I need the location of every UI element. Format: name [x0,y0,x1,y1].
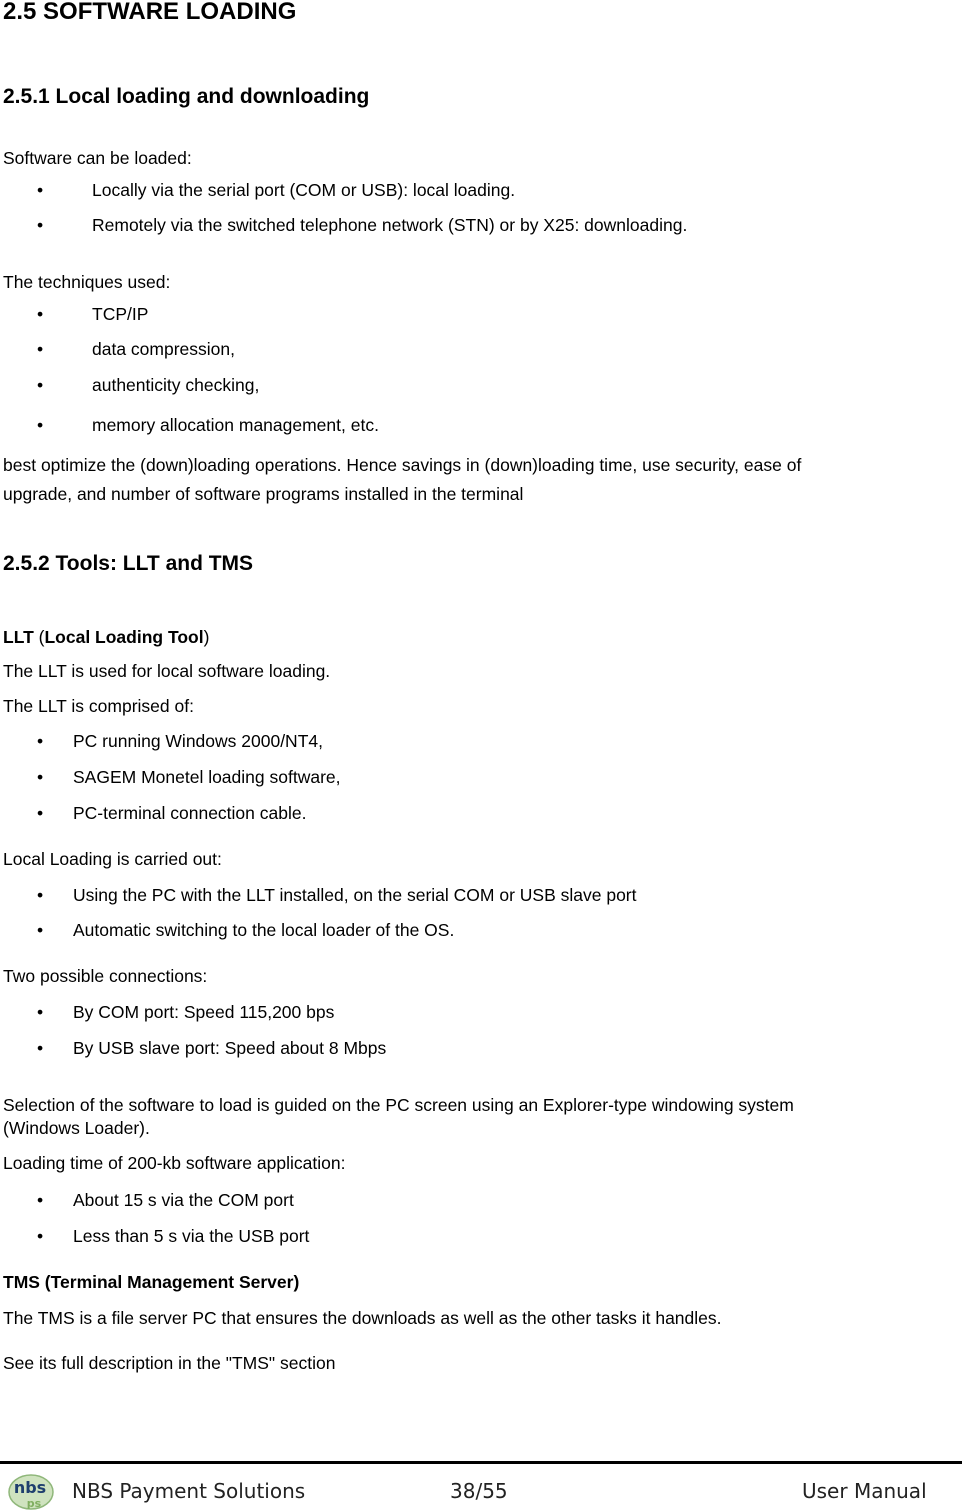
list-item: TCP/IP [92,304,149,324]
llt-full: Local Loading Tool [44,627,204,647]
list-item: Automatic switching to the local loader of the OS. [73,920,455,940]
bullet-icon: • [37,1002,44,1022]
list-item: memory allocation management, etc. [92,415,379,435]
bullet-icon: • [37,767,44,787]
list-item: Locally via the serial port (COM or USB): local loading. [92,180,516,200]
llt-heading [3,627,209,648]
list-item: authenticity checking, [92,375,260,395]
llt-comprised: The LLT is comprised of: [3,696,194,716]
bullet-icon: • [37,885,44,905]
bullet-icon: • [37,415,44,435]
nbs-logo-icon [4,1470,56,1510]
subsection-title-tools: 2.5.2 Tools: LLT and TMS [3,552,254,575]
list-item: About 15 s via the COM port [73,1190,294,1210]
summary-line-1: best optimize the (down)loading operations. Hence savings in (down)loading time, use security, ease of [3,455,802,475]
list-item: Less than 5 s via the USB port [73,1226,310,1246]
tms-reference: See its full description in the "TMS" section [3,1353,336,1373]
llt-open: ( [33,627,45,647]
bullet-icon: • [37,1190,44,1210]
load-intro: Software can be loaded: [3,148,192,168]
list-item: PC running Windows 2000/NT4, [73,731,323,751]
list-item: Remotely via the switched telephone network (STN) or by X25: downloading. [92,215,688,235]
loading-time-intro: Loading time of 200-kb software application: [3,1153,346,1173]
tms-heading: TMS (Terminal Management Server) [3,1272,300,1292]
footer-company: NBS Payment Solutions [72,1479,306,1503]
llt-close: ) [203,627,210,647]
bullet-icon: • [37,1038,44,1058]
bullet-icon: • [37,304,44,324]
subsection-title-local-loading: 2.5.1 Local loading and downloading [3,85,370,108]
bullet-icon: • [37,731,44,751]
section-title: 2.5 SOFTWARE LOADING [3,0,297,25]
bullet-icon: • [37,180,44,200]
footer-document-title: User Manual [802,1479,927,1503]
connections-intro: Two possible connections: [3,966,208,986]
bullet-icon: • [37,375,44,395]
footer-rule [0,1461,962,1464]
llt-use: The LLT is used for local software loading. [3,661,331,681]
logo-subtext: ps [26,1497,42,1510]
tms-description: The TMS is a file server PC that ensures the downloads as well as the other tasks it handles. [3,1308,722,1328]
bullet-icon: • [37,339,44,359]
list-item: Using the PC with the LLT installed, on the serial COM or USB slave port [73,885,637,905]
bullet-icon: • [37,1226,44,1246]
llt-abbr: LLT [3,627,34,647]
selection-line-1: Selection of the software to load is guided on the PC screen using an Explorer-type windowing system [3,1095,794,1115]
list-item: SAGEM Monetel loading software, [73,767,341,787]
list-item: PC-terminal connection cable. [73,803,307,823]
local-intro: Local Loading is carried out: [3,849,222,869]
list-item: By COM port: Speed 115,200 bps [73,1002,335,1022]
selection-line-2: (Windows Loader). [3,1118,150,1138]
bullet-icon: • [37,803,44,823]
footer-page-number: 38/55 [450,1479,508,1503]
logo-text: nbs [13,1478,47,1497]
techniques-intro: The techniques used: [3,272,171,292]
bullet-icon: • [37,215,44,235]
list-item: data compression, [92,339,235,359]
summary-line-2: upgrade, and number of software programs installed in the terminal [3,484,524,504]
list-item: By USB slave port: Speed about 8 Mbps [73,1038,387,1058]
bullet-icon: • [37,920,44,940]
